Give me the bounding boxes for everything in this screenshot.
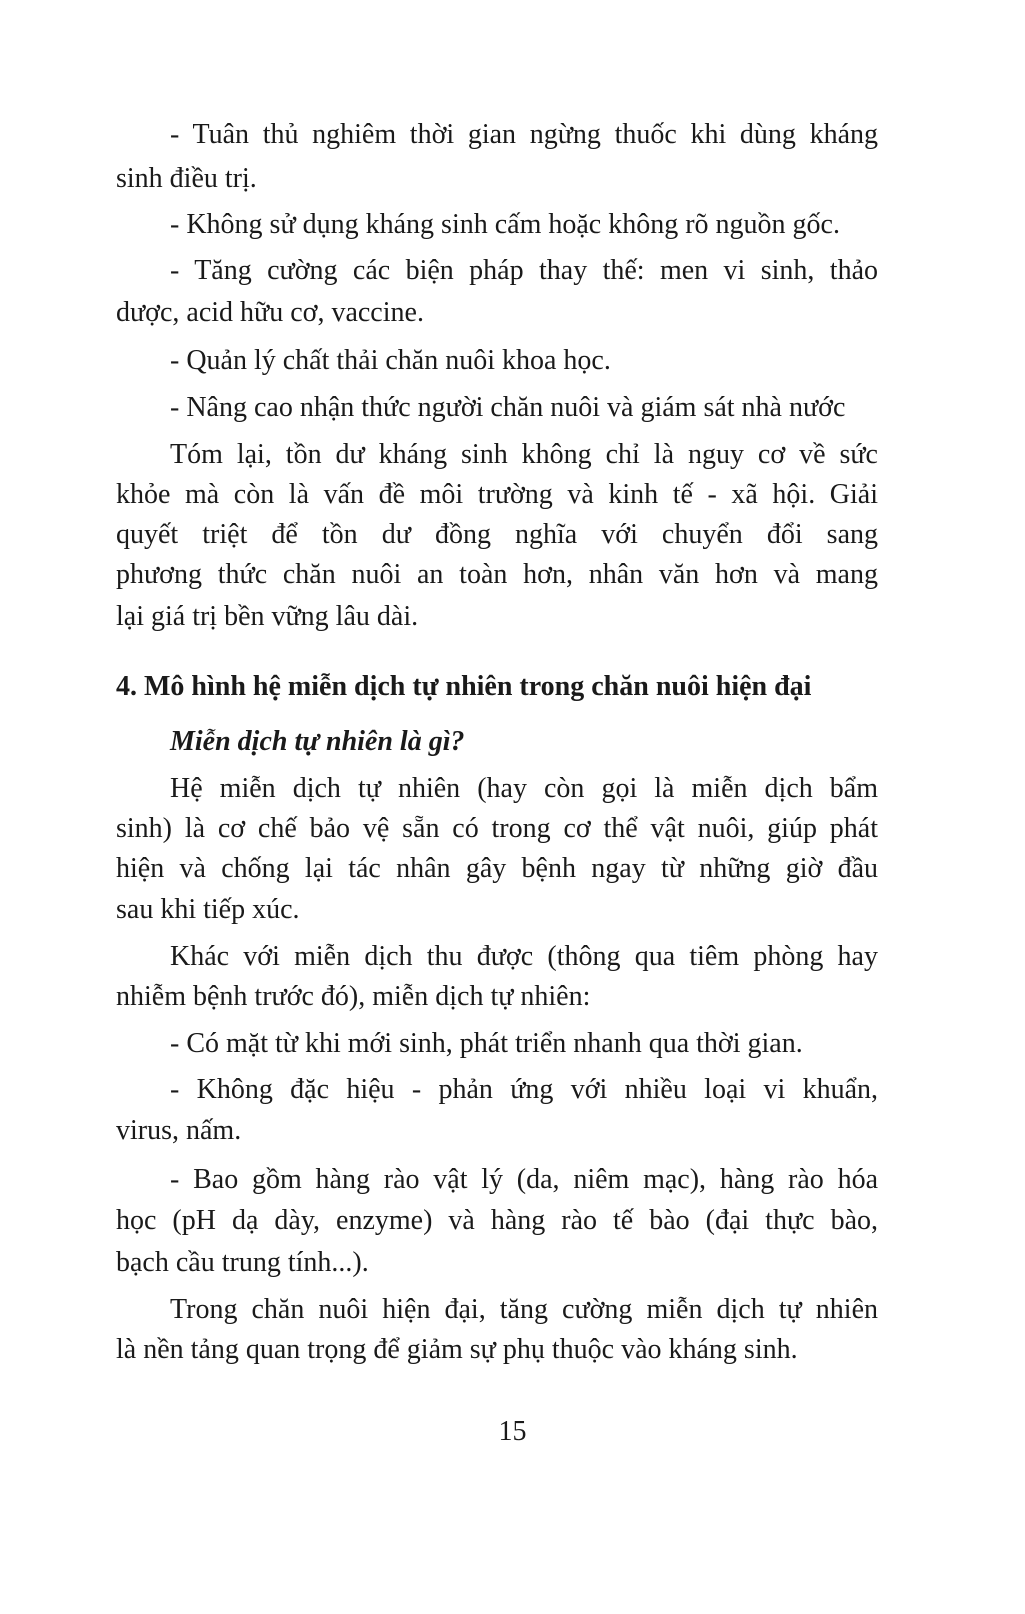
section-heading: 4. Mô hình hệ miễn dịch tự nhiên trong chăn nuôi hiện đại <box>116 671 812 702</box>
subheading: Miễn dịch tự nhiên là gì? <box>170 726 465 757</box>
text-line: Khác với miễn dịch thu được (thông qua tiêm phòng hay <box>170 941 878 972</box>
text-line: - Tăng cường các biện pháp thay thế: men vi sinh, thảo <box>170 255 878 286</box>
text-line: học (pH dạ dày, enzyme) và hàng rào tế bào (đại thực bào, <box>116 1205 878 1236</box>
text-line: nhiễm bệnh trước đó), miễn dịch tự nhiên: <box>116 981 591 1012</box>
text-line: - Bao gồm hàng rào vật lý (da, niêm mạc), hàng rào hóa <box>170 1164 878 1195</box>
text-line: Trong chăn nuôi hiện đại, tăng cường miễn dịch tự nhiên <box>170 1294 878 1325</box>
text-line: Tóm lại, tồn dư kháng sinh không chỉ là nguy cơ về sức <box>170 439 878 470</box>
text-line: hiện và chống lại tác nhân gây bệnh ngay từ những giờ đầu <box>116 853 878 884</box>
text-line: - Nâng cao nhận thức người chăn nuôi và giám sát nhà nước <box>170 392 846 423</box>
text-line: bạch cầu trung tính...). <box>116 1247 369 1278</box>
text-line: quyết triệt để tồn dư đồng nghĩa với chuyển đổi sang <box>116 519 878 550</box>
page-number: 15 <box>498 1416 527 1447</box>
text-line: sau khi tiếp xúc. <box>116 894 300 925</box>
text-line: là nền tảng quan trọng để giảm sự phụ thuộc vào kháng sinh. <box>116 1334 798 1365</box>
text-line: - Không sử dụng kháng sinh cấm hoặc không rõ nguồn gốc. <box>170 209 840 240</box>
text-line: Hệ miễn dịch tự nhiên (hay còn gọi là miễn dịch bẩm <box>170 773 878 804</box>
text-line: virus, nấm. <box>116 1115 242 1146</box>
text-line: - Quản lý chất thải chăn nuôi khoa học. <box>170 345 611 376</box>
text-line: - Không đặc hiệu - phản ứng với nhiều loại vi khuẩn, <box>170 1074 878 1105</box>
text-line: phương thức chăn nuôi an toàn hơn, nhân văn hơn và mang <box>116 559 878 590</box>
text-line: khỏe mà còn là vấn đề môi trường và kinh tế - xã hội. Giải <box>116 479 878 510</box>
text-line: - Có mặt từ khi mới sinh, phát triển nhanh qua thời gian. <box>170 1028 803 1059</box>
text-line: - Tuân thủ nghiêm thời gian ngừng thuốc khi dùng kháng <box>170 119 878 150</box>
text-line: dược, acid hữu cơ, vaccine. <box>116 297 424 328</box>
text-line: lại giá trị bền vững lâu dài. <box>116 601 419 632</box>
text-line: sinh điều trị. <box>116 163 257 194</box>
text-line: sinh) là cơ chế bảo vệ sẵn có trong cơ thể vật nuôi, giúp phát <box>116 813 878 844</box>
